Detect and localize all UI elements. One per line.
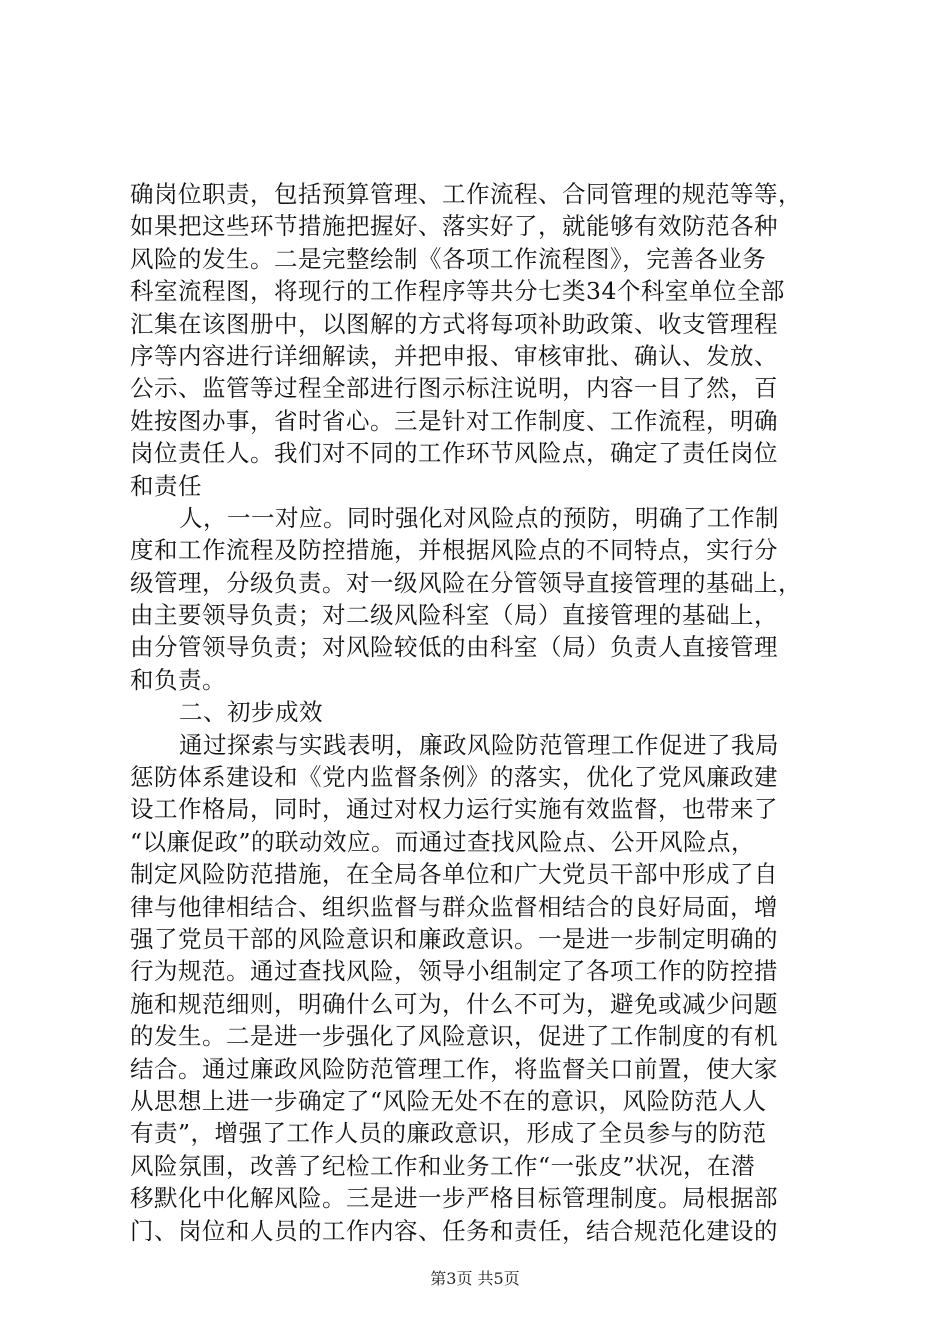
text-line: 和责任	[130, 471, 202, 500]
text-line: 结合。通过廉政风险防范管理工作，将监督关口前置，使大家	[130, 1054, 778, 1083]
text-line: 度和工作流程及防控措施，并根据风险点的不同特点，实行分	[130, 536, 778, 565]
text-line: 序等内容进行详细解读，并把申报、审核审批、确认、发放、	[130, 341, 778, 370]
text-line: 强了党员干部的风险意识和廉政意识。一是进一步制定明确的	[130, 924, 778, 953]
text-line: 由分管领导负责；对风险较低的由科室（局）负责人直接管理	[130, 633, 778, 662]
text-line: 移默化中化解风险。三是进一步严格目标管理制度。局根据部	[130, 1184, 778, 1213]
text-line: 风险的发生。二是完整绘制《各项工作流程图》，完善各业务	[130, 244, 767, 273]
text-line: 如果把这些环节措施把握好、落实好了，就能够有效防范各种	[130, 212, 778, 241]
text-line: 级管理，分级负责。对一级风险在分管领导直接管理的基础上，	[130, 568, 802, 597]
text-line: 设工作格局，同时，通过对权力运行实施有效监督，也带来了	[130, 795, 778, 824]
text-line: 姓按图办事，省时省心。三是针对工作制度、工作流程，明确	[130, 406, 778, 435]
body-text	[130, 178, 830, 1247]
text-line: 律与他律相结合、组织监督与群众监督相结合的良好局面，增	[130, 892, 778, 921]
text-line: 制定风险防范措施，在全局各单位和广大党员干部中形成了自	[130, 860, 778, 889]
page-footer: 第3页 共5页	[430, 1269, 520, 1288]
text-line: 由主要领导负责；对二级风险科室（局）直接管理的基础上，	[130, 601, 778, 630]
text-line: 人，一一对应。同时强化对风险点的预防，明确了工作制	[179, 503, 779, 532]
text-line: 施和规范细则，明确什么可为，什么不可为，避免或减少问题	[130, 989, 778, 1018]
text-line: 行为规范。通过查找风险，领导小组制定了各项工作的防控措	[130, 957, 778, 986]
text-line: 惩防体系建设和《党内监督条例》的落实，优化了党风廉政建	[130, 763, 778, 792]
text-line: 风险氛围，改善了纪检工作和业务工作“一张皮”状况，在潜	[130, 1151, 756, 1180]
text-line: 和负责。	[130, 665, 226, 694]
section-heading: 二、初步成效	[179, 698, 323, 727]
text-line: 岗位责任人。我们对不同的工作环节风险点，确定了责任岗位	[130, 439, 778, 468]
text-line: “以廉促政”的联动效应。而通过查找风险点、公开风险点，	[130, 827, 756, 856]
text-line: 汇集在该图册中，以图解的方式将每项补助政策、收支管理程	[130, 309, 778, 338]
text-line: 科室流程图，将现行的工作程序等共分七类34个科室单位全部	[130, 277, 785, 306]
text-line: 公示、监管等过程全部进行图示标注说明，内容一目了然，百	[130, 374, 778, 403]
text-line: 从思想上进一步确定了“风险无处不在的意识，风险防范人人	[130, 1086, 767, 1115]
text-line: 通过探索与实践表明，廉政风险防范管理工作促进了我局	[179, 730, 779, 759]
text-line: 确岗位职责，包括预算管理、工作流程、合同管理的规范等等，	[130, 180, 802, 208]
text-line: 门、岗位和人员的工作内容、任务和责任，结合规范化建设的	[130, 1216, 778, 1245]
text-line: 有责”，增强了工作人员的廉政意识，形成了全员参与的防范	[130, 1119, 767, 1148]
text-line: 的发生。二是进一步强化了风险意识，促进了工作制度的有机	[130, 1022, 778, 1051]
